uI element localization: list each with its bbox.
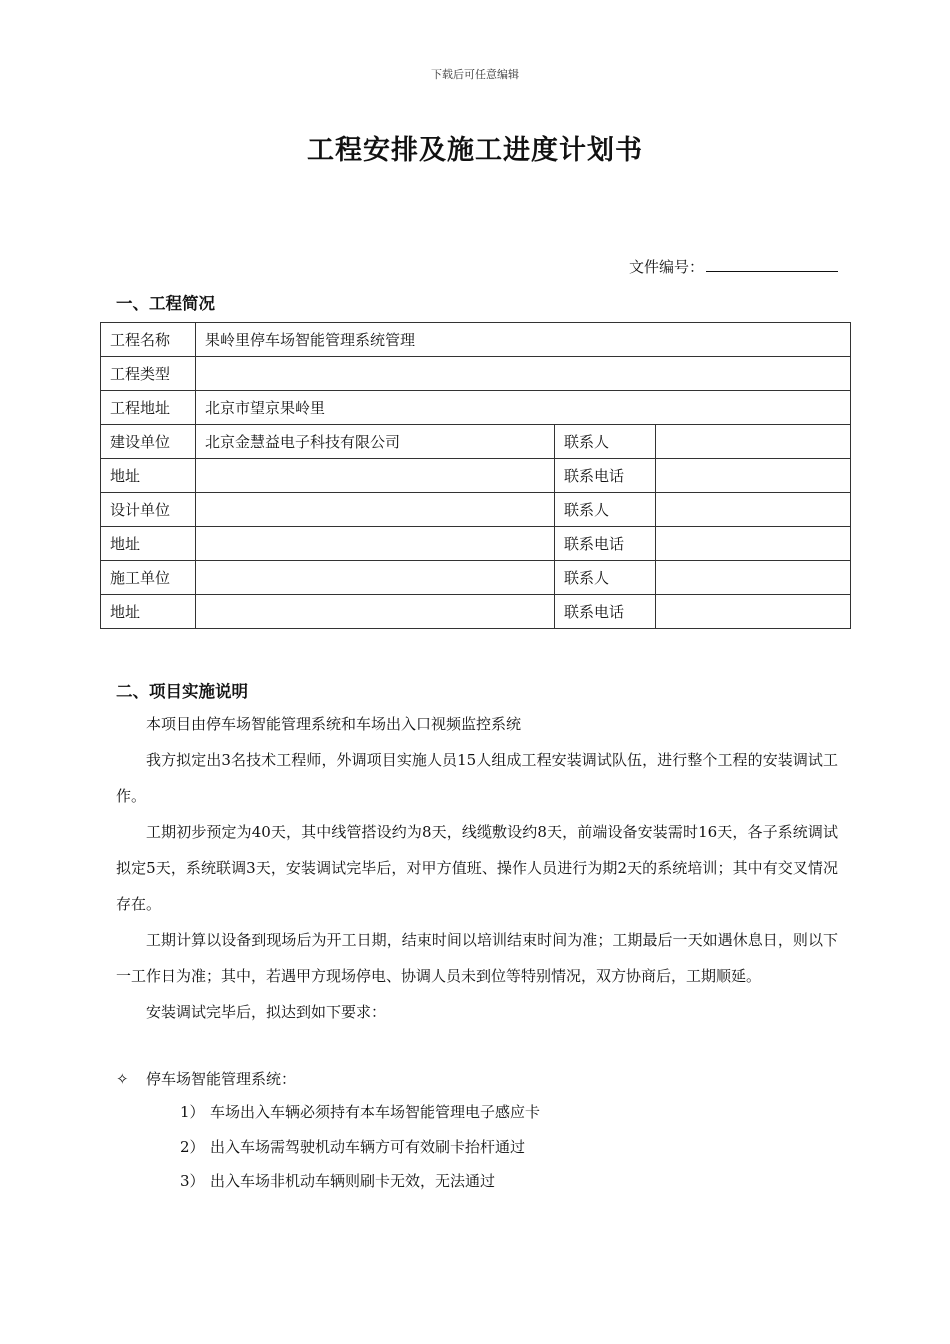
paragraph: 工期初步预定为40天，其中线管搭设约为8天，线缆敷设约8天，前端设备安装需时16天，各子系统调试拟定5天，系统联调3天，安装调试完毕后，对甲方值班、操作人员进行为期2天的系统培训；其中有交叉情况存在。 bbox=[116, 823, 838, 913]
list-item-number: 3） bbox=[180, 1172, 205, 1190]
table-row bbox=[101, 595, 851, 629]
row-label: 建设单位 bbox=[101, 425, 196, 459]
row-label: 地址 bbox=[101, 459, 196, 493]
row-label: 施工单位 bbox=[101, 561, 196, 595]
section-heading-overview: 一、工程简况 bbox=[116, 294, 215, 313]
header-note: 下载后可任意编辑 bbox=[431, 68, 519, 81]
paragraph: 安装调试完毕后，拟达到如下要求： bbox=[146, 1003, 387, 1021]
row-value: 北京金慧益电子科技有限公司 bbox=[196, 425, 555, 459]
list-item-number: 1） bbox=[180, 1103, 205, 1121]
section-heading-implementation: 二、项目实施说明 bbox=[116, 682, 248, 701]
list-item-text: 出入车场需驾驶机动车辆方可有效刷卡抬杆通过 bbox=[210, 1137, 526, 1156]
row-value bbox=[196, 595, 555, 629]
row-label: 设计单位 bbox=[101, 493, 196, 527]
row-value bbox=[196, 459, 555, 493]
row-subvalue bbox=[656, 527, 851, 561]
table-row bbox=[101, 493, 851, 527]
paragraph: 本项目由停车场智能管理系统和车场出入口视频监控系统 bbox=[146, 715, 522, 733]
row-value bbox=[196, 561, 555, 595]
project-address-label: 工程地址 bbox=[101, 391, 196, 425]
table-row bbox=[101, 357, 851, 391]
row-subvalue bbox=[656, 425, 851, 459]
bullet-item bbox=[116, 1062, 296, 1096]
paragraph: 我方拟定出3名技术工程师，外调项目实施人员15人组成工程安装调试队伍，进行整个工程的安装调试工作。 bbox=[116, 751, 838, 805]
project-name-value: 果岭里停车场智能管理系统管理 bbox=[196, 323, 851, 357]
list-item bbox=[180, 1130, 540, 1165]
row-sublabel: 联系电话 bbox=[555, 595, 656, 629]
file-number-label: 文件编号： bbox=[628, 258, 704, 276]
list-item-text: 出入车场非机动车辆则刷卡无效，无法通过 bbox=[210, 1172, 496, 1190]
table-row bbox=[101, 561, 851, 595]
file-number-blank bbox=[706, 257, 838, 272]
project-name-label: 工程名称 bbox=[101, 323, 196, 357]
project-address-value: 北京市望京果岭里 bbox=[196, 391, 851, 425]
row-sublabel: 联系人 bbox=[555, 425, 656, 459]
table-row bbox=[101, 323, 851, 357]
project-type-value bbox=[196, 357, 851, 391]
row-sublabel: 联系人 bbox=[555, 493, 656, 527]
row-subvalue bbox=[656, 459, 851, 493]
row-label: 地址 bbox=[101, 527, 196, 561]
list-item bbox=[180, 1164, 540, 1199]
bullet-title: 停车场智能管理系统： bbox=[146, 1070, 297, 1088]
project-info-table bbox=[100, 322, 851, 629]
row-subvalue bbox=[656, 595, 851, 629]
paragraph: 工期计算以设备到现场后为开工日期，结束时间以培训结束时间为准；工期最后一天如遇休息日，则以下一工作日为准；其中，若遇甲方现场停电、协调人员未到位等特别情况，双方协商后，工期顺延。 bbox=[116, 931, 838, 985]
implementation-text bbox=[116, 706, 838, 1030]
table-row bbox=[101, 425, 851, 459]
row-sublabel: 联系电话 bbox=[555, 527, 656, 561]
row-subvalue bbox=[656, 493, 851, 527]
table-row bbox=[101, 459, 851, 493]
row-label: 地址 bbox=[101, 595, 196, 629]
requirements-list bbox=[180, 1095, 540, 1199]
file-number bbox=[629, 256, 838, 277]
row-value bbox=[196, 493, 555, 527]
row-value bbox=[196, 527, 555, 561]
row-sublabel: 联系电话 bbox=[555, 459, 656, 493]
row-subvalue bbox=[656, 561, 851, 595]
page-title: 工程安排及施工进度计划书 bbox=[307, 135, 643, 166]
diamond-bullet-icon: ✧ bbox=[116, 1070, 129, 1088]
table-row bbox=[101, 391, 851, 425]
list-item bbox=[180, 1095, 540, 1130]
project-type-label: 工程类型 bbox=[101, 357, 196, 391]
list-item-text: 车场出入车辆必须持有本车场智能管理电子感应卡 bbox=[210, 1103, 541, 1121]
row-sublabel: 联系人 bbox=[555, 561, 656, 595]
list-item-number: 2） bbox=[180, 1137, 205, 1156]
table-row bbox=[101, 527, 851, 561]
